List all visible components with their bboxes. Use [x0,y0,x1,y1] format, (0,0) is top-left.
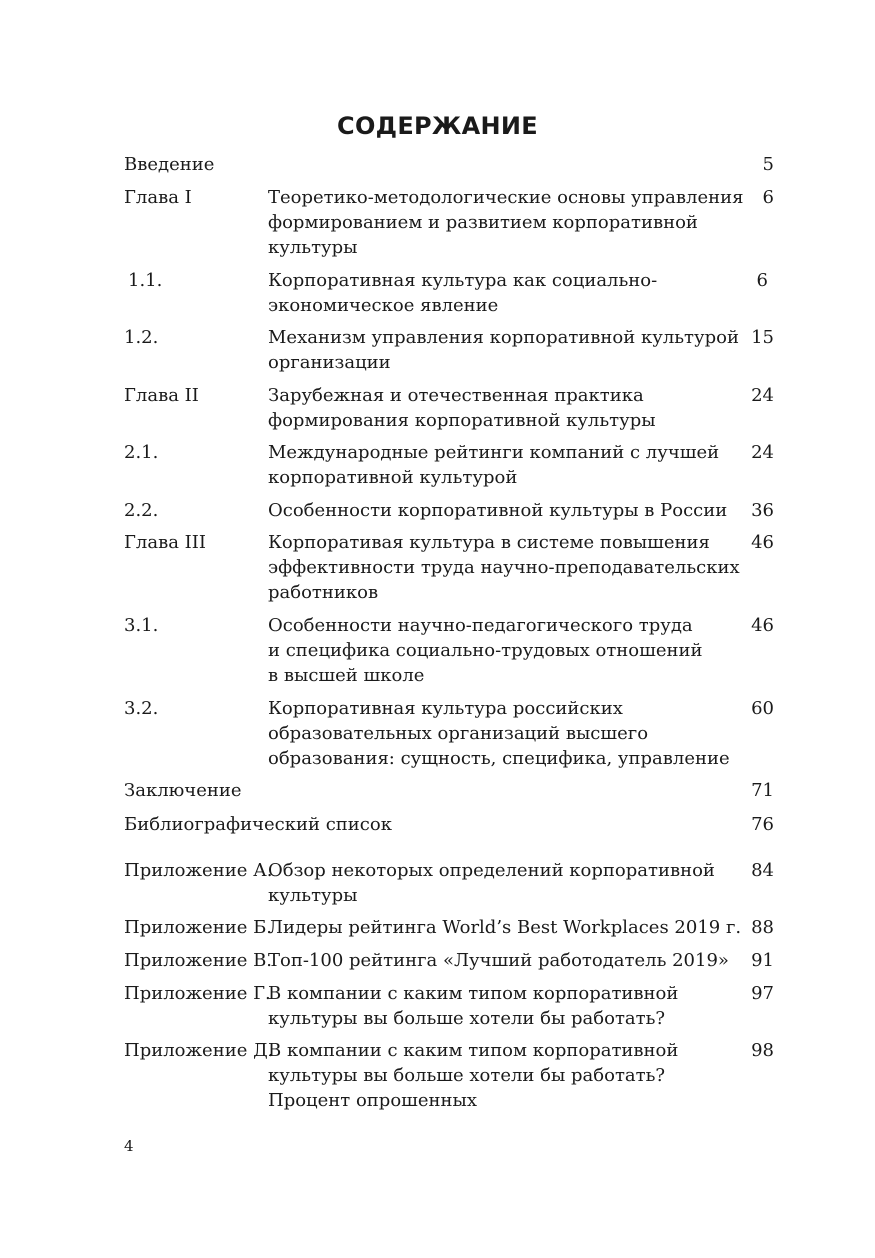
toc-page: 71 [751,780,774,801]
toc-text-line: образования: сущность, специфика, управление [268,748,730,769]
toc-text-line: эффективности труда научно-преподавательских [268,557,740,578]
toc-text-line: Особенности научно-педагогического труда [268,615,693,636]
toc-text-line: Корпоративая культура в системе повышения [268,532,710,553]
toc-text [268,268,738,318]
toc-text-line: работников [268,582,379,603]
toc-text [268,948,738,973]
toc-text-line: формированием и развитием корпоративной [268,212,698,233]
toc-page: 5 [762,154,774,175]
toc-page: 88 [751,917,774,938]
toc-label: 1.2. [124,327,159,348]
toc-page: 15 [751,327,774,348]
toc-text-line: экономическое явление [268,295,499,316]
toc-text-line: образовательных организаций высшего [268,723,649,744]
toc-label: 2.2. [124,500,159,521]
toc-label: Приложение Б. [124,917,273,938]
toc-label: 1.1. [128,270,163,291]
toc-text-line: В компании с каким типом корпоративной [268,1040,679,1061]
toc-text-line: Зарубежная и отечественная практика [268,385,644,406]
toc-text-line: корпоративной культурой [268,467,518,488]
toc-text [268,858,738,908]
toc-page: 97 [751,983,774,1004]
toc-label: Приложение Д. [124,1040,274,1061]
toc-text-line: Механизм управления корпоративной культурой [268,327,739,348]
toc-label: 3.2. [124,698,159,719]
toc-page: 46 [751,532,774,553]
toc-page: 24 [751,385,774,406]
toc-text-line: Топ-100 рейтинга «Лучший работодатель 2019» [268,950,729,971]
toc-label: 2.1. [124,442,159,463]
toc-page: 46 [751,615,774,636]
toc-text [268,383,738,433]
toc-label: Заключение [124,780,242,801]
toc-page: 6 [756,270,768,291]
toc-label: Введение [124,154,215,175]
toc-label: Приложение Г. [124,983,271,1004]
toc-text [268,530,738,605]
toc-text-line: Лидеры рейтинга World’s Best Workplaces 2019 г. [268,917,742,938]
toc-text-line: культуры вы больше хотели бы работать? [268,1008,666,1029]
toc-text-line: Процент опрошенных [268,1090,478,1111]
toc-label: Глава I [124,187,192,208]
toc-label: Библиографический список [124,814,392,835]
toc-text-line: Особенности корпоративной культуры в России [268,500,728,521]
toc-text-line: и специфика социально-трудовых отношений [268,640,703,661]
toc-text [268,440,738,490]
toc-page: 36 [751,500,774,521]
toc-text [268,1038,738,1113]
toc-page: 98 [751,1040,774,1061]
toc-text-line: Международные рейтинги компаний с лучшей [268,442,720,463]
toc-page: 6 [762,187,774,208]
toc-text [268,613,738,688]
toc-text-line: культуры вы больше хотели бы работать? [268,1065,666,1086]
toc-text-line: В компании с каким типом корпоративной [268,983,679,1004]
toc-text-line: в высшей школе [268,665,425,686]
page-title: СОДЕРЖАНИЕ [337,112,538,140]
toc-text-line: формирования корпоративной культуры [268,410,656,431]
toc-text-line: организации [268,352,391,373]
toc-text [268,325,738,375]
toc-text-line: культуры [268,885,358,906]
toc-page: 76 [751,814,774,835]
page-number: 4 [124,1137,134,1155]
toc-label: Приложение А. [124,860,273,881]
toc-label: Приложение В. [124,950,273,971]
toc-label: Глава III [124,532,207,553]
toc-text [268,915,742,940]
toc-page: 91 [751,950,774,971]
toc-text-line: Корпоративная культура как социально- [268,270,658,291]
toc-text-line: Теоретико-методологические основы управления [268,187,744,208]
toc-text [268,498,738,523]
toc-page: 84 [751,860,774,881]
toc-label: 3.1. [124,615,159,636]
toc-label: Глава II [124,385,199,406]
toc-text-line: Обзор некоторых определений корпоративной [268,860,715,881]
toc-text-line: культуры [268,237,358,258]
toc-text [268,981,738,1031]
toc-text-line: Корпоративная культура российских [268,698,623,719]
toc-page: 24 [751,442,774,463]
toc-text [268,696,738,771]
toc-text [268,185,744,260]
toc-page: 60 [751,698,774,719]
